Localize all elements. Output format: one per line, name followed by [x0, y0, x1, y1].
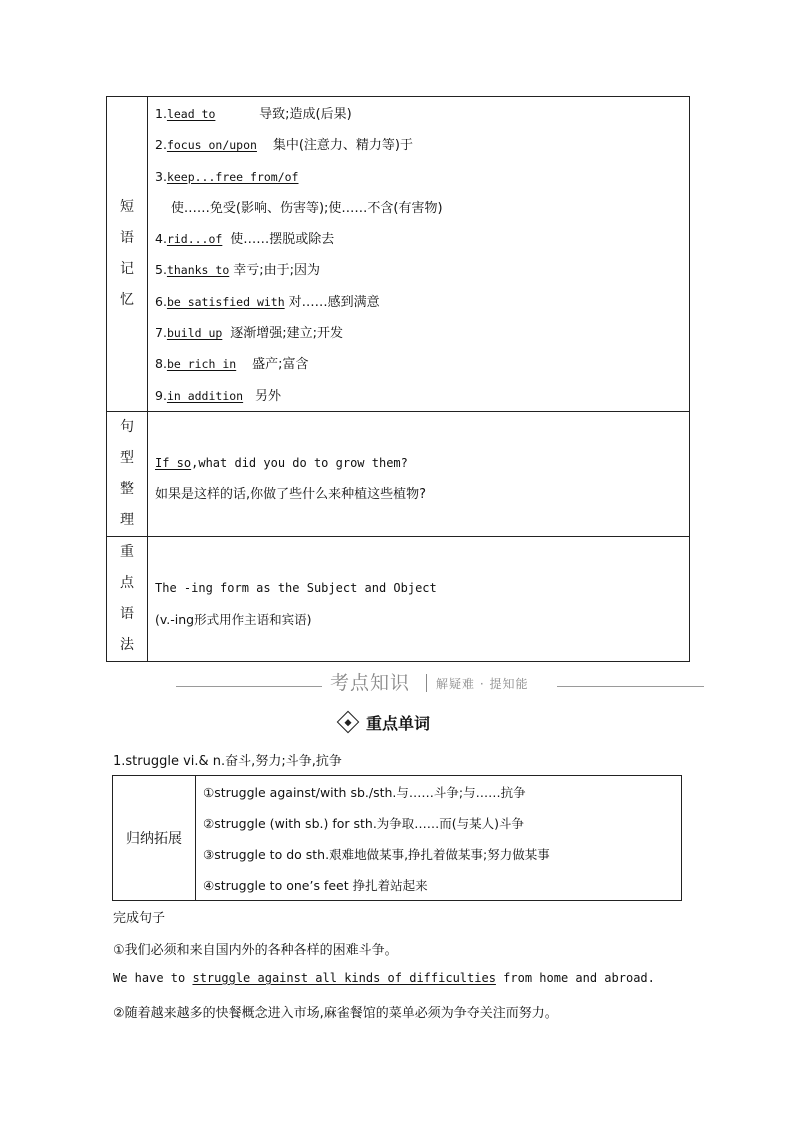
- expansion-table: [112, 775, 682, 901]
- phrase-item: 6.be satisfied with 对……感到满意: [155, 293, 380, 310]
- phrases-row: [107, 97, 689, 411]
- heading-rule-right: [557, 686, 704, 687]
- phrase-term: rid...of: [166, 232, 223, 247]
- phrase-item: 9.in addition 另外: [155, 387, 282, 404]
- phrase-item: 7.build up 逐渐增强;建立;开发: [155, 325, 344, 342]
- subheading-text: 重点单词: [366, 713, 431, 733]
- expansion-item: ①struggle against/with sb./sth.与……斗争;与……抗争: [203, 785, 526, 800]
- phrase-term: be rich in: [166, 357, 237, 372]
- phrase-item: [155, 192, 689, 223]
- question-1: ①我们必须和来自国内外的各种各样的困难斗争。: [113, 943, 398, 958]
- section-title: 考点知识: [330, 672, 411, 694]
- phrase-item: 3.keep...free from/of: [155, 168, 299, 184]
- phrase-item: 8.be rich in 盛产;富含: [155, 356, 309, 373]
- sentence-body: [148, 412, 689, 536]
- phrase-meaning: 使……摆脱或除去: [230, 232, 335, 248]
- phrase-item: 2.focus on/upon 集中(注意力、精力等)于: [155, 137, 414, 154]
- grammar-row: [107, 536, 689, 661]
- phrase-list: [148, 97, 689, 411]
- phrase-meaning: 盛产;富含: [252, 357, 309, 373]
- phrase-term: in addition: [166, 388, 244, 403]
- phrase-term: focus on/upon: [166, 138, 257, 153]
- summary-table: [106, 96, 690, 662]
- expansion-items: [196, 776, 681, 900]
- expansion-item: ④struggle to one’s feet 挣扎着站起来: [203, 878, 428, 893]
- phrase-item: 1.lead to 导致;造成(后果): [155, 106, 352, 122]
- subheading: [340, 710, 430, 734]
- phrases-header: 短 语 记 忆: [107, 97, 148, 411]
- phrase-term: lead to: [166, 107, 216, 121]
- phrase-term: thanks to: [166, 263, 230, 278]
- phrase-meaning: 对……感到满意: [288, 294, 380, 310]
- expansion-item: ③struggle to do sth.艰难地做某事,挣扎着做某事;努力做某事: [203, 847, 550, 862]
- question-2: ②随着越来越多的快餐概念进入市场,麻雀餐馆的菜单必须为争夺关注而努力。: [113, 1006, 558, 1021]
- phrase-meaning: 另外: [255, 388, 282, 404]
- phrase-meaning: 逐渐增强;建立;开发: [230, 326, 344, 342]
- grammar-line-1: The -ing form as the Subject and Object: [155, 580, 437, 595]
- phrase-term: keep...free from/of: [166, 169, 299, 184]
- phrase-meaning: 集中(注意力、精力等)于: [272, 138, 414, 154]
- grammar-header: 重 点 语 法: [107, 537, 148, 661]
- grammar-body: [148, 537, 689, 661]
- phrase-meaning: 导致;造成(后果): [259, 107, 352, 122]
- sentence-translation: 如果是这样的话,你做了些什么来种植这些植物?: [155, 487, 427, 503]
- heading-rule-left: [176, 686, 322, 687]
- sentence-row: [107, 411, 689, 536]
- phrase-meaning: 使……免受(影响、伤害等);使……不含(有害物): [170, 200, 443, 216]
- answer-1-blank: struggle against all kinds of difficulties: [192, 971, 496, 985]
- exercise-heading: 完成句子: [113, 911, 166, 926]
- word-entry: 1.struggle vi.& n.奋斗,努力;斗争,抗争: [113, 754, 342, 769]
- phrase-meaning: 幸亏;由于;因为: [233, 263, 320, 279]
- expansion-label: 归纳拓展: [113, 776, 196, 900]
- sentence-header: 句 型 整 理: [107, 412, 148, 536]
- section-subtitle: 解疑难 · 提知能: [436, 677, 529, 691]
- phrase-item: 5.thanks to 幸亏;由于;因为: [155, 262, 320, 279]
- grammar-line-2: (v.-ing形式用作主语和宾语): [155, 612, 312, 628]
- section-heading: [0, 668, 794, 698]
- heading-divider: [426, 674, 427, 692]
- diamond-icon: [337, 711, 360, 734]
- sentence-english: If so,what did you do to grow them?: [155, 455, 408, 470]
- phrase-term: be satisfied with: [166, 294, 285, 309]
- phrase-item: 4.rid...of 使……摆脱或除去: [155, 231, 335, 248]
- expansion-item: ②struggle (with sb.) for sth.为争取……而(与某人)斗争: [203, 816, 525, 831]
- answer-1: We have to struggle against all kinds of difficulties from home and abroad.: [113, 971, 655, 985]
- phrase-term: build up: [166, 326, 223, 341]
